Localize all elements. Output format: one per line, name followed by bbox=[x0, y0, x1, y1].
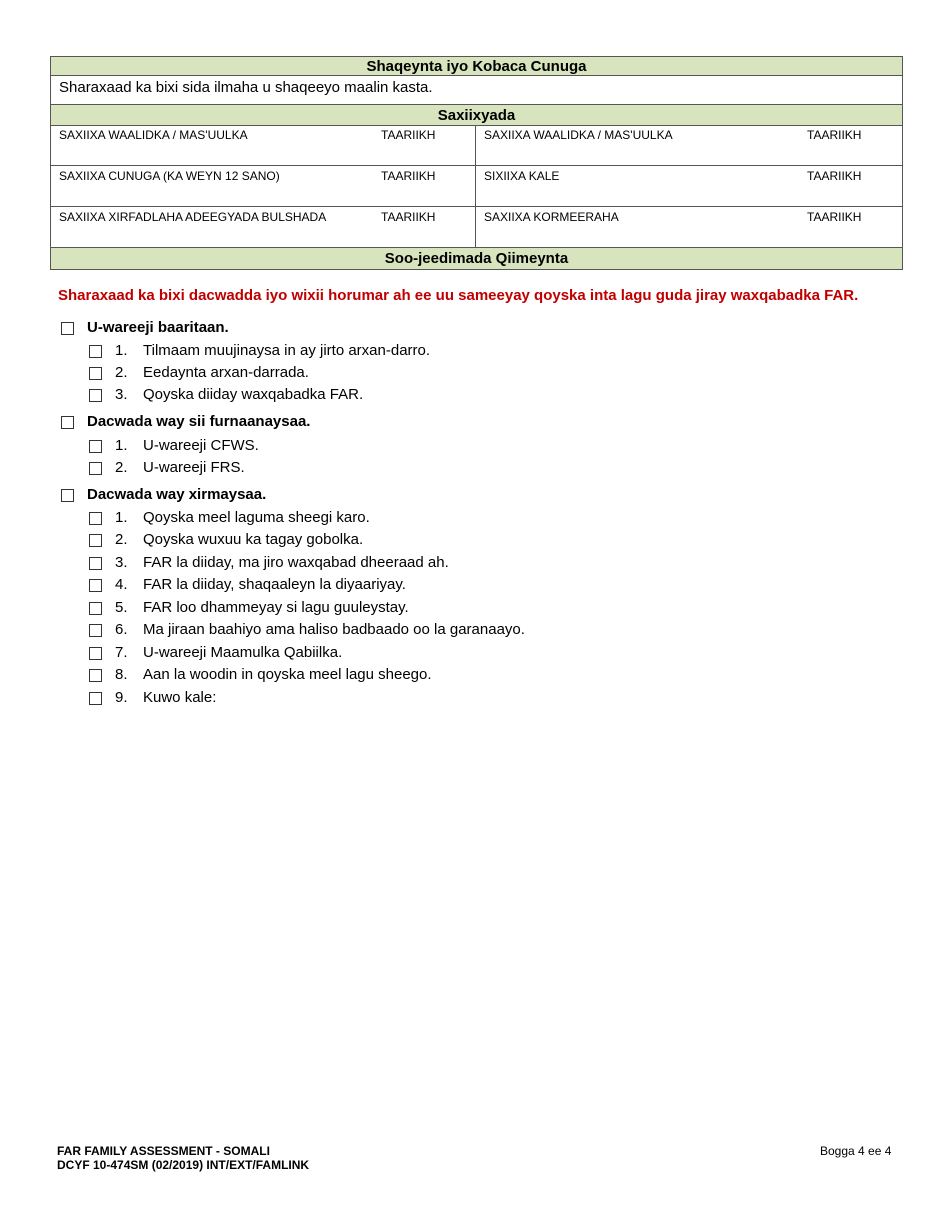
option-checkbox[interactable] bbox=[89, 557, 102, 570]
signature-label: SAXIIXA KORMEERAHA bbox=[484, 210, 619, 224]
option-label: FAR loo dhammeyay si lagu guuleystay. bbox=[143, 599, 409, 616]
option-number: 2. bbox=[115, 459, 128, 476]
group-title: Dacwada way xirmaysaa. bbox=[87, 486, 267, 503]
option-label: FAR la diiday, shaqaaleyn la diyaariyay. bbox=[143, 576, 406, 593]
section-header-child-functioning: Shaqeynta iyo Kobaca Cunuga bbox=[50, 56, 903, 76]
date-label: TAARIIKH bbox=[381, 210, 436, 224]
signature-row bbox=[51, 166, 902, 207]
option-number: 5. bbox=[115, 599, 128, 616]
option-number: 6. bbox=[115, 621, 128, 638]
option-label: Tilmaam muujinaysa in ay jirto arxan-darro. bbox=[143, 342, 431, 359]
option-checkbox[interactable] bbox=[89, 534, 102, 547]
section-header-recommendations: Soo-jeedimada Qiimeynta bbox=[50, 247, 903, 270]
option-checkbox[interactable] bbox=[89, 692, 102, 705]
option-number: 9. bbox=[115, 689, 128, 706]
option-number: 2. bbox=[115, 531, 128, 548]
option-label: U-wareeji CFWS. bbox=[143, 437, 259, 454]
group-title: U-wareeji baaritaan. bbox=[87, 319, 229, 336]
option-checkbox[interactable] bbox=[89, 512, 102, 525]
child-functioning-description: Sharaxaad ka bixi sida ilmaha u shaqeeyo maalin kasta. bbox=[50, 76, 903, 104]
option-label: Aan la woodin in qoyska meel lagu sheego. bbox=[143, 666, 432, 683]
signature-label: SAXIIXA XIRFADLAHA ADEEGYADA BULSHADA bbox=[59, 210, 327, 224]
form-title: FAR FAMILY ASSESSMENT - SOMALI bbox=[57, 1144, 270, 1158]
option-checkbox[interactable] bbox=[89, 647, 102, 660]
option-label: Qoyska meel laguma sheegi karo. bbox=[143, 509, 370, 526]
option-label: FAR la diiday, ma jiro waxqabad dheeraad ah. bbox=[143, 554, 449, 571]
option-label: Eedaynta arxan-darrada. bbox=[143, 364, 309, 381]
option-checkbox[interactable] bbox=[89, 579, 102, 592]
signature-label: SIXIIXA KALE bbox=[484, 169, 560, 183]
form-footer bbox=[57, 1144, 309, 1172]
signature-row bbox=[51, 125, 902, 166]
signatures-table bbox=[50, 125, 903, 247]
group-checkbox[interactable] bbox=[61, 489, 74, 502]
option-number: 1. bbox=[115, 509, 128, 526]
option-checkbox[interactable] bbox=[89, 345, 102, 358]
option-number: 1. bbox=[115, 342, 128, 359]
option-checkbox[interactable] bbox=[89, 624, 102, 637]
option-number: 4. bbox=[115, 576, 128, 593]
group-title: Dacwada way sii furnaanaysaa. bbox=[87, 413, 311, 430]
date-label: TAARIIKH bbox=[807, 210, 862, 224]
signature-label: SAXIIXA WAALIDKA / MAS'UULKA bbox=[484, 128, 673, 142]
option-label: U-wareeji FRS. bbox=[143, 459, 245, 476]
group-checkbox[interactable] bbox=[61, 416, 74, 429]
section-header-signatures: Saxiixyada bbox=[50, 104, 903, 126]
option-checkbox[interactable] bbox=[89, 389, 102, 402]
option-number: 3. bbox=[115, 554, 128, 571]
signature-row bbox=[51, 207, 902, 247]
signature-label: SAXIIXA CUNUGA (KA WEYN 12 SANO) bbox=[59, 169, 280, 183]
option-number: 3. bbox=[115, 386, 128, 403]
option-label: Qoyska diiday waxqabadka FAR. bbox=[143, 386, 364, 403]
date-label: TAARIIKH bbox=[381, 169, 436, 183]
recommendations-instruction: Sharaxaad ka bixi dacwadda iyo wixii horumar ah ee uu sameeyay qoyska inta lagu guda jiray waxqabadka FAR. bbox=[58, 287, 859, 304]
option-checkbox[interactable] bbox=[89, 602, 102, 615]
option-label: U-wareeji Maamulka Qabiilka. bbox=[143, 644, 343, 661]
date-label: TAARIIKH bbox=[807, 128, 862, 142]
option-label: Ma jiraan baahiyo ama haliso badbaado oo la garanaayo. bbox=[143, 621, 525, 638]
option-label: Qoyska wuxuu ka tagay gobolka. bbox=[143, 531, 364, 548]
option-checkbox[interactable] bbox=[89, 462, 102, 475]
form-code: DCYF 10-474SM (02/2019) INT/EXT/FAMLINK bbox=[57, 1158, 310, 1172]
option-checkbox[interactable] bbox=[89, 669, 102, 682]
signature-label: SAXIIXA WAALIDKA / MAS'UULKA bbox=[59, 128, 248, 142]
option-number: 1. bbox=[115, 437, 128, 454]
date-label: TAARIIKH bbox=[807, 169, 862, 183]
option-checkbox[interactable] bbox=[89, 440, 102, 453]
date-label: TAARIIKH bbox=[381, 128, 436, 142]
page-number: Bogga 4 ee 4 bbox=[820, 1144, 892, 1158]
option-number: 2. bbox=[115, 364, 128, 381]
option-checkbox[interactable] bbox=[89, 367, 102, 380]
option-label: Kuwo kale: bbox=[143, 689, 217, 706]
option-number: 8. bbox=[115, 666, 128, 683]
group-checkbox[interactable] bbox=[61, 322, 74, 335]
option-number: 7. bbox=[115, 644, 128, 661]
